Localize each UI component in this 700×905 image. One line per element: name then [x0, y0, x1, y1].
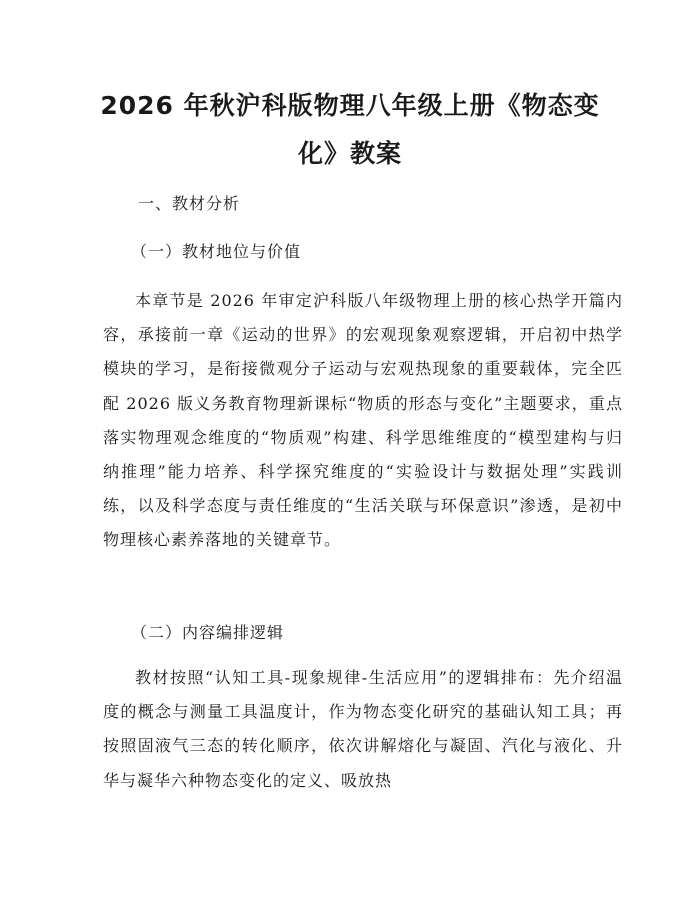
subsection-heading-status-and-value: （一）教材地位与价值 [131, 242, 302, 261]
document-title-line-2: 化》教案 [297, 139, 402, 168]
section-heading-teaching-material-analysis: 一、教材分析 [138, 194, 241, 213]
subsection-heading-content-arrangement: （二）内容编排逻辑 [131, 623, 285, 642]
document-title-line-1: 2026 年秋沪科版物理八年级上册《物态变 [100, 91, 600, 120]
paragraph-content-arrangement: 教材按照“认知工具-现象规律-生活应用”的逻辑排布：先介绍温度的概念与测量工具温度计，作为物态变化研究的基础认知工具；再按照固液气三态的转化顺序，依次讲解熔化与凝固、汽化与液化、升华与凝华六种物态变化的定义、吸放热 [103, 668, 623, 790]
paragraph-status-and-value: 本章节是 2026 年审定沪科版八年级物理上册的核心热学开篇内容，承接前一章《运动的世界》的宏观现象观察逻辑，开启初中热学模块的学习，是衔接微观分子运动与宏观热现象的重要载体，完全匹配 2026 版义务教育物理新课标“物质的形态与变化”主题要求，重点落实物理观念维度的“物质观”构建、科学思维维度的“模型建构与归纳推理”能力培养、科学探究维度的“实验设计与数据处理”实践训练，以及科学态度与责任维度的“生活关联与环保意识”渗透，是初中物理核心素养落地的关键章节。 [103, 291, 623, 550]
